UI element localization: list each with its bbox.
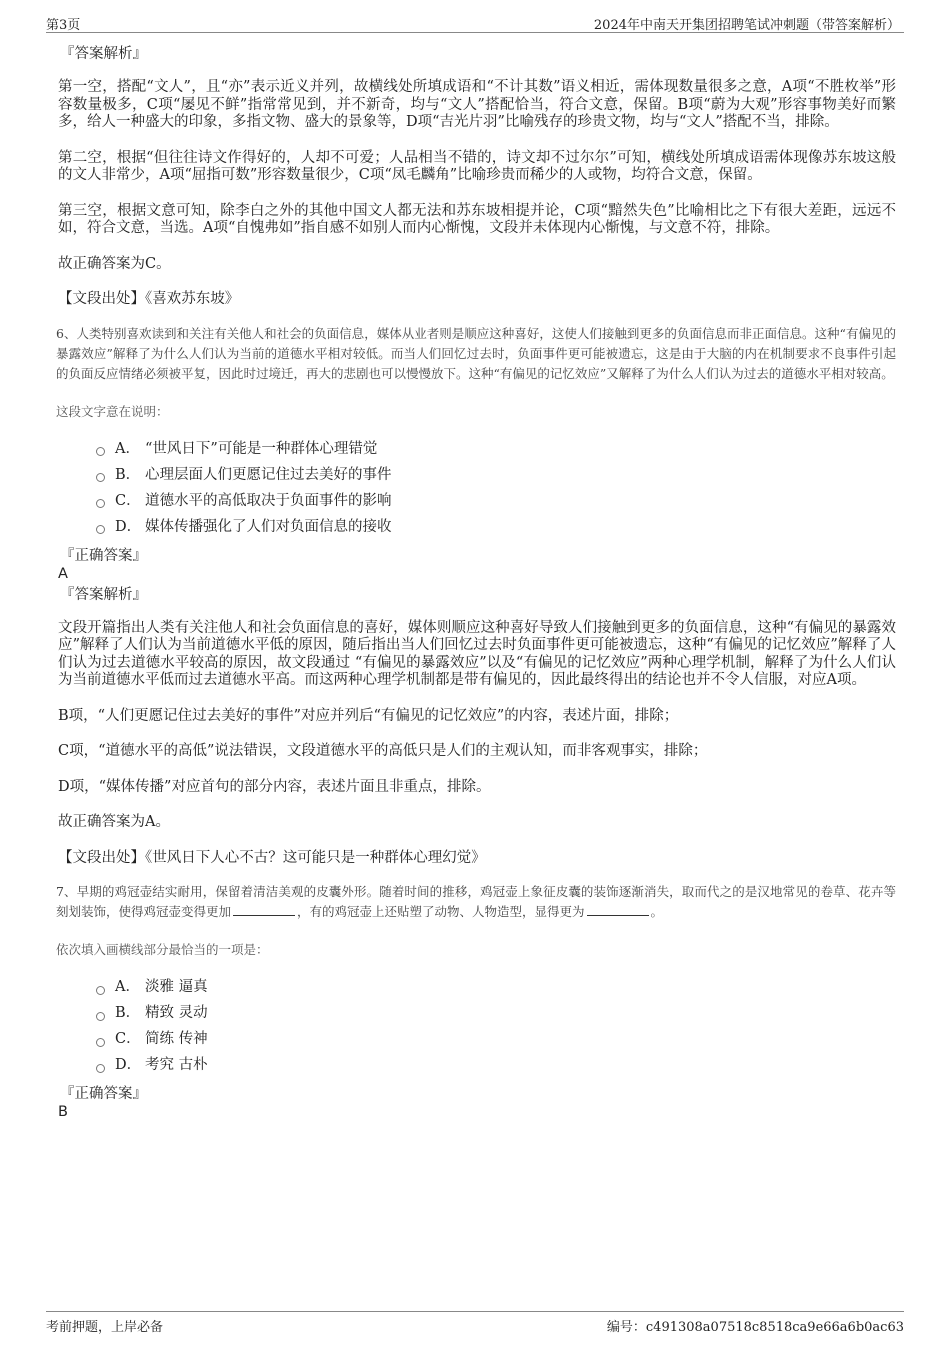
q6-analysis-para-3: C项，“道德水平的高低”说法错误，文段道德水平的高低只是人们的主观认知，而非客观事实，排除； bbox=[58, 743, 708, 759]
q7-answer-tag: 『正确答案』 bbox=[60, 1086, 147, 1102]
option-text: 心理层面人们更愿记住过去美好的事件 bbox=[145, 466, 392, 483]
option-letter: D． bbox=[115, 518, 142, 535]
q5-source: 【文段出处】《喜欢苏东坡》 bbox=[58, 291, 240, 307]
option-text: 淡雅 逼真 bbox=[145, 979, 208, 995]
q7-option-c[interactable] bbox=[96, 1026, 896, 1052]
q7-options bbox=[96, 974, 896, 1078]
option-letter: A． bbox=[115, 979, 140, 995]
option-text: “世风日下”可能是一种群体心理错觉 bbox=[145, 440, 378, 457]
q6-analysis-tag: 『答案解析』 bbox=[60, 586, 147, 603]
option-letter: D． bbox=[115, 1057, 142, 1073]
q7-prompt: 依次填入画横线部分最恰当的一项是： bbox=[56, 942, 269, 957]
option-letter: C． bbox=[115, 492, 141, 509]
footer-slogan: 考前押题，上岸必备 bbox=[46, 1320, 164, 1335]
q7-question-part-2: ，有的鸡冠壶上还贴塑了动物、人物造型，显得更为 bbox=[297, 904, 585, 919]
q6-answer: A bbox=[58, 565, 68, 582]
radio-icon[interactable] bbox=[96, 986, 105, 995]
option-text: 精致 灵动 bbox=[145, 1005, 208, 1021]
blank-line bbox=[587, 903, 649, 916]
q6-option-d[interactable] bbox=[96, 514, 896, 540]
q7-question-part-3: 。 bbox=[650, 904, 664, 919]
q6-analysis-para-1: 文段开篇指出人类有关注他人和社会负面信息的喜好，媒体则顺应这种喜好导致人们接触到更多的负面信息，这种“有偏见的暴露效应”解释了人们认为当前道德水平低的原因，随后指出当人们回忆过去时负面事件更可能被遗忘，这种“有偏见的记忆效应”解释了人们认为过去道德水平较高的原因，故文段通过 “有偏见的暴露效应”以及“有偏见的记忆效应”两种心理学机制，解释了为什么人们认为当前道德水平低而过去道德水平高。而这两种心理学机制都是带有偏见的，因此最终得出的结论也并不令人信服，对应A项。 bbox=[58, 619, 896, 688]
q6-analysis-para-4: D项，“媒体传播”对应首句的部分内容，表述片面且非重点，排除。 bbox=[58, 778, 491, 795]
q5-conclusion: 故正确答案为C。 bbox=[58, 255, 171, 272]
q6-option-a[interactable] bbox=[96, 436, 896, 462]
q7-question-part-1: 7、早期的鸡冠壶结实耐用，保留着清洁美观的皮囊外形。随着时间的推移，鸡冠壶上象征皮囊的装饰逐渐消失，取而代之的是汉地常见的卷草、花卉等刻划装饰，使得鸡冠壶变得更加 bbox=[56, 884, 896, 919]
option-letter: C． bbox=[115, 1031, 141, 1047]
page-number: 第3页 bbox=[46, 18, 81, 33]
q6-answer-tag: 『正确答案』 bbox=[60, 547, 147, 564]
q7-option-a[interactable] bbox=[96, 974, 896, 1000]
radio-icon[interactable] bbox=[96, 1012, 105, 1021]
q6-option-b[interactable] bbox=[96, 462, 896, 488]
q7-option-d[interactable] bbox=[96, 1052, 896, 1078]
option-letter: B． bbox=[115, 466, 141, 483]
main-content bbox=[56, 42, 896, 1121]
q7-question bbox=[56, 882, 896, 922]
q6-source: 【文段出处】《世风日下人心不古？这可能只是一种群体心理幻觉》 bbox=[58, 849, 486, 866]
q5-analysis-para-3: 第三空，根据文意可知，除李白之外的其他中国文人都无法和苏东坡相提并论，C项“黯然失色”比喻相比之下有很大差距，远远不如，符合文意，当选。A项“自愧弗如”指自感不如别人而内心惭愧，文段并未体现内心惭愧，与文意不符，排除。 bbox=[58, 202, 896, 236]
q6-prompt: 这段文字意在说明： bbox=[56, 403, 169, 419]
radio-icon[interactable] bbox=[96, 525, 105, 534]
blank-line bbox=[233, 903, 295, 916]
option-text: 考究 古朴 bbox=[145, 1057, 208, 1073]
option-text: 道德水平的高低取决于负面事件的影响 bbox=[145, 492, 392, 509]
option-text: 简练 传神 bbox=[145, 1031, 208, 1047]
document-title: 2024年中南天开集团招聘笔试冲刺题（带答案解析） bbox=[593, 18, 900, 33]
q6-analysis-para-2: B项，“人们更愿记住过去美好的事件”对应并列后“有偏见的记忆效应”的内容，表述片面，排除； bbox=[58, 707, 679, 724]
page-footer bbox=[46, 1311, 904, 1337]
q6-option-c[interactable] bbox=[96, 488, 896, 514]
q5-analysis-para-1: 第一空，搭配“文人”，且“亦”表示近义并列，故横线处所填成语和“不计其数”语义相近，需体现数量很多之意，A项“不胜枚举”形容数量极多，C项“屡见不鲜”指常常见到，并不新奇，均与“文人”搭配恰当，符合文意，保留。B项“蔚为大观”形容事物美好而繁多，给人一种盛大的印象，多指文物、盛大的景象等，D项“吉光片羽”比喻残存的珍贵文物，均与“文人”搭配不当，排除。 bbox=[58, 79, 896, 130]
option-letter: B． bbox=[115, 1005, 141, 1021]
option-text: 媒体传播强化了人们对负面信息的接收 bbox=[145, 518, 392, 535]
radio-icon[interactable] bbox=[96, 473, 105, 482]
option-letter: A． bbox=[115, 440, 140, 457]
radio-icon[interactable] bbox=[96, 1064, 105, 1073]
radio-icon[interactable] bbox=[96, 499, 105, 508]
radio-icon[interactable] bbox=[96, 1038, 105, 1047]
q5-analysis-para-2: 第二空，根据“但往往诗文作得好的，人却不可爱；人品相当不错的，诗文却不过尔尔”可知，横线处所填成语需体现像苏东坡这般的文人非常少，A项“屈指可数”形容数量很少，C项“凤毛麟角”比喻珍贵而稀少的人或物，均符合文意，保留。 bbox=[58, 149, 896, 183]
q6-question: 6、人类特别喜欢读到和关注有关他人和社会的负面信息，媒体从业者则是顺应这种喜好，这使人们接触到更多的负面信息而非正面信息。这种“有偏见的暴露效应”解释了为什么人们认为当前的道德水平相对较低。而当人们回忆过去时，负面事件更可能被遗忘，这是由于大脑的内在机制要求不良事件引起的负面反应情绪必须被平复，因此时过境迁，再大的悲剧也可以慢慢放下。这种“有偏见的记忆效应”又解释了为什么人们认为过去的道德水平相对较高。 bbox=[56, 325, 896, 381]
radio-icon[interactable] bbox=[96, 447, 105, 456]
q7-option-b[interactable] bbox=[96, 1000, 896, 1026]
page-header bbox=[46, 14, 904, 33]
q5-analysis-tag: 『答案解析』 bbox=[60, 46, 147, 62]
q6-conclusion: 故正确答案为A。 bbox=[58, 814, 170, 830]
q6-options bbox=[96, 436, 896, 540]
q7-answer: B bbox=[58, 1104, 68, 1120]
document-id: 编号：c491308a07518c8518ca9e66a6b0ac63 bbox=[606, 1320, 904, 1335]
